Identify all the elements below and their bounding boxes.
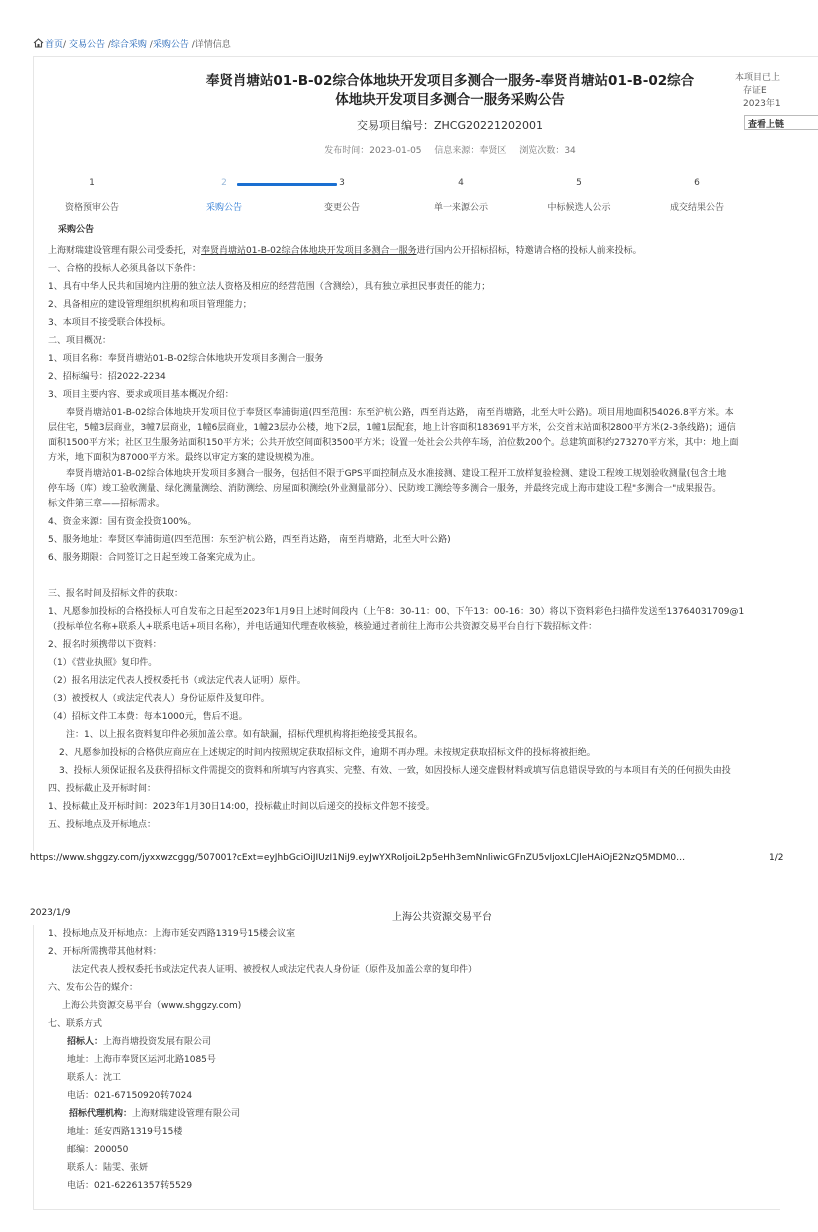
- tab-candidates[interactable]: 中标候选人公示: [547, 203, 611, 213]
- paragraph-line: 层住宅，5幢3层商业，3幢7层商业，1幢6层商业，1幢23层办公楼，地下2层，1幢1层配套，地上计容面积183691平方米，公交首末站面积2800平方米(2-3条线路)；通信: [48, 423, 736, 433]
- paragraph-line: 面积1500平方米；社区卫生服务站面积150平方米；公共开放空间面积3500平方米；设置一处社会公共停车场，泊位数200个。总建筑面积约273270平方米，其中：地上面: [48, 438, 739, 448]
- list-item: 1、具有中华人民共和国境内注册的独立法人资格及相应的经营范围（含测绘），具有独立承担民事责任的能力；: [48, 282, 491, 292]
- view-blockchain-button[interactable]: 查看上链: [744, 115, 818, 130]
- publish-time: 发布时间：2023-01-05: [324, 146, 422, 156]
- tab-purchase-notice[interactable]: 采购公告: [205, 203, 242, 213]
- title-line-1: 奉贤肖塘站01-B-02综合体地块开发项目多测合一服务-奉贤肖塘站01-B-02综合: [205, 73, 695, 89]
- step-number: 3: [339, 178, 345, 188]
- tenderer-value: 上海肖塘投资发展有限公司: [103, 1037, 212, 1047]
- list-item-detail: 法定代表人授权委托书或法定代表人证明、被授权人或法定代表人身份证（原件及加盖公章的复印件）: [72, 965, 478, 975]
- project-link[interactable]: 奉贤肖塘站01-B-02综合体地块开发项目多测合一服务: [201, 246, 417, 256]
- print-header-title: 上海公共资源交易平台: [392, 912, 492, 923]
- paragraph-line: 停车场（库）竣工验收测量、绿化测量测绘、消防测绘、房屋面积测绘(外业测量部分）、民防竣工测绘等多测合一服务，并最终完成上海市建设工程"多测合一"成果报告。: [48, 484, 722, 494]
- tab-single-source[interactable]: 单一来源公示: [433, 203, 488, 213]
- list-item: 6、服务期限：合同签订之日起至竣工备案完成为止。: [48, 553, 261, 563]
- step-number: 2: [221, 178, 227, 188]
- agent-address: 地址：延安西路1319号15楼: [67, 1127, 183, 1137]
- breadcrumb-home-link[interactable]: 首页: [45, 40, 64, 50]
- breadcrumb-comprehensive-link[interactable]: 综合采购: [110, 40, 147, 50]
- info-source: 信息来源：奉贤区: [434, 146, 507, 156]
- active-step-bar: [237, 183, 337, 186]
- section-4-heading: 四、投标截止及开标时间：: [48, 784, 157, 794]
- paragraph-line: 方米，地下面积为87000平方米。最终以审定方案的建设规模为准。: [48, 453, 320, 463]
- notice-meta: [170, 143, 730, 156]
- agent-contact: 联系人：陆雯、张妍: [67, 1163, 149, 1173]
- tab-result[interactable]: 成交结果公告: [669, 203, 724, 213]
- intro-paragraph: [48, 245, 642, 257]
- breadcrumb: [33, 37, 231, 50]
- home-icon[interactable]: [33, 38, 44, 48]
- list-item: 5、服务地址：奉贤区奉浦街道(四至范围：东至沪杭公路，西至肖达路， 南至肖塘路，北至大叶公路): [48, 535, 451, 545]
- list-item: 4、资金来源：国有资金投资100%。: [48, 517, 197, 527]
- blockchain-note-line-2: 存证E: [743, 86, 767, 96]
- media-item: 上海公共资源交易平台（www.shggzy.com): [62, 1001, 242, 1011]
- step-number: 4: [458, 178, 464, 188]
- step-number: 6: [694, 178, 700, 188]
- section-2-heading: 二、项目概况：: [48, 336, 112, 346]
- list-item: 2、具备相应的建设管理组织机构和项目管理能力；: [48, 300, 252, 310]
- section-3-heading: 三、报名时间及招标文件的获取：: [48, 589, 184, 599]
- breadcrumb-current: 详情信息: [194, 40, 231, 50]
- tenderer-phone: 电话：021-67150920转7024: [67, 1091, 193, 1101]
- section-6-heading: 六、发布公告的媒介：: [48, 983, 139, 993]
- agent-value: 上海财瑞建设管理有限公司: [132, 1109, 241, 1119]
- list-item: 3、项目主要内容、要求或项目基本概况介绍：: [48, 390, 234, 400]
- paragraph-line: 标文件第三章——招标需求。: [48, 499, 166, 509]
- list-item: （投标单位名称+联系人+联系电话+项目名称），并电话通知代理查收核验，核验通过者前往上海市公共资源交易平台自行下载招标文件：: [48, 622, 598, 632]
- blockchain-note-line-1: 本项目已上: [735, 73, 781, 83]
- breadcrumb-trade-link[interactable]: 交易公告: [68, 40, 105, 50]
- note-item: 2、凡愿参加投标的合格供应商应在上述规定的时间内按照规定获取招标文件，逾期不再办理。未按规定获取招标文件的投标将被拒绝。: [59, 748, 596, 758]
- breadcrumb-separator: /: [63, 40, 67, 50]
- section-heading: 采购公告: [58, 225, 95, 235]
- list-item: 1、投标地点及开标地点：上海市延安西路1319号15楼会议室: [48, 929, 296, 939]
- print-footer-url: https://www.shggzy.com/jyxxwzcggg/507001?cExt=eyJhbGciOiJIUzI1NiJ9.eyJwYXRoIjoiL2p5eHh3emNnliwicGFnZU5vIjoxLCJleHAiOjE2NzQ5MDM0…: [30, 853, 686, 863]
- intro-text: 进行国内公开招标招标，特邀请合格的投标人前来投标。: [416, 246, 642, 256]
- list-item: 2、开标所需携带其他材料：: [48, 947, 162, 957]
- tab-prequalification[interactable]: 资格预审公告: [64, 203, 119, 213]
- note-item: 3、投标人须保证报名及获得招标文件需提交的资料和所填写内容真实、完整、有效、一致，如因投标人递交虚假材料或填写信息错误导致的与本项目有关的任何损失由投: [59, 766, 731, 776]
- list-item: （1）《营业执照》复印件。: [48, 658, 158, 668]
- tenderer-contact: 联系人：沈工: [67, 1073, 122, 1083]
- list-item: （2）报名用法定代表人授权委托书（或法定代表人证明）原件。: [48, 676, 306, 686]
- intro-text: 上海财瑞建设管理有限公司受委托，对: [48, 246, 202, 256]
- list-item: 1、投标截止及开标时间：2023年1月30日14:00，投标截止时间以后递交的投标文件恕不接受。: [48, 802, 435, 812]
- section-7-heading: 七、联系方式: [48, 1019, 103, 1029]
- page-title: [170, 72, 730, 110]
- list-item: 2、报名时须携带以下资料：: [48, 640, 162, 650]
- list-item: （4）招标文件工本费：每本1000元，售后不退。: [48, 712, 248, 722]
- progress-steps: [33, 176, 818, 216]
- list-item: 2、招标编号：招2022-2234: [48, 372, 166, 382]
- tenderer-name: [67, 1036, 211, 1048]
- blockchain-note-line-3: 2023年1: [743, 99, 781, 109]
- step-number: 5: [576, 178, 582, 188]
- agent-name: [69, 1108, 240, 1120]
- agent-label: 招标代理机构：: [69, 1109, 133, 1119]
- tenderer-label: 招标人：: [67, 1037, 104, 1047]
- note-item: 注：1、以上报名资料复印件必须加盖公章。如有缺漏，招标代理机构将拒绝接受其报名。: [66, 730, 423, 740]
- print-page-number: 1/2: [769, 853, 784, 863]
- breadcrumb-separator: /: [149, 40, 153, 50]
- breadcrumb-separator: /: [191, 40, 195, 50]
- tab-change-notice[interactable]: 变更公告: [323, 203, 360, 213]
- list-item: 1、凡愿参加投标的合格投标人可自发布之日起至2023年1月9日上述时间段内（上午8：30-11：00、下午13：00-16：30）将以下资料彩色扫描件发送至13764031709@1: [48, 607, 745, 617]
- view-count: 浏览次数：34: [519, 146, 576, 156]
- breadcrumb-purchase-link[interactable]: 采购公告: [152, 40, 189, 50]
- agent-phone: 电话：021-62261357转5529: [67, 1181, 193, 1191]
- section-5-heading: 五、投标地点及开标地点：: [48, 820, 157, 830]
- list-item: 1、项目名称：奉贤肖塘站01-B-02综合体地块开发项目多测合一服务: [48, 354, 324, 364]
- list-item: 3、本项目不接受联合体投标。: [48, 318, 171, 328]
- list-item: （3）被授权人（或法定代表人）身份证原件及复印件。: [48, 694, 270, 704]
- step-number: 1: [89, 178, 95, 188]
- notice-body-continued: [48, 926, 778, 1206]
- blockchain-note: [735, 72, 818, 111]
- tenderer-address: 地址：上海市奉贤区运河北路1085号: [67, 1055, 216, 1065]
- agent-zip: 邮编：200050: [67, 1145, 129, 1155]
- paragraph-line: 奉贤肖塘站01-B-02综合体地块开发项目位于奉贤区奉浦街道(四至范围：东至沪杭公路，西至肖达路， 南至肖塘路，北至大叶公路)。项目用地面积54026.8平方米。本: [66, 408, 734, 418]
- breadcrumb-separator: /: [107, 40, 111, 50]
- paragraph-line: 奉贤肖塘站01-B-02综合体地块开发项目多测合一服务，包括但不限于GPS平面控制点及水准接测、建设工程开工放样复验检测、建设工程竣工规划验收测量(包含土地: [66, 469, 727, 479]
- title-line-2: 体地块开发项目多测合一服务采购公告: [335, 92, 565, 108]
- section-1-heading: 一、合格的投标人必须具备以下条件：: [48, 264, 202, 274]
- project-number: 交易项目编号：ZHCG20221202001: [357, 119, 543, 132]
- print-header-date: 2023/1/9: [30, 908, 71, 918]
- notice-body: [48, 222, 818, 837]
